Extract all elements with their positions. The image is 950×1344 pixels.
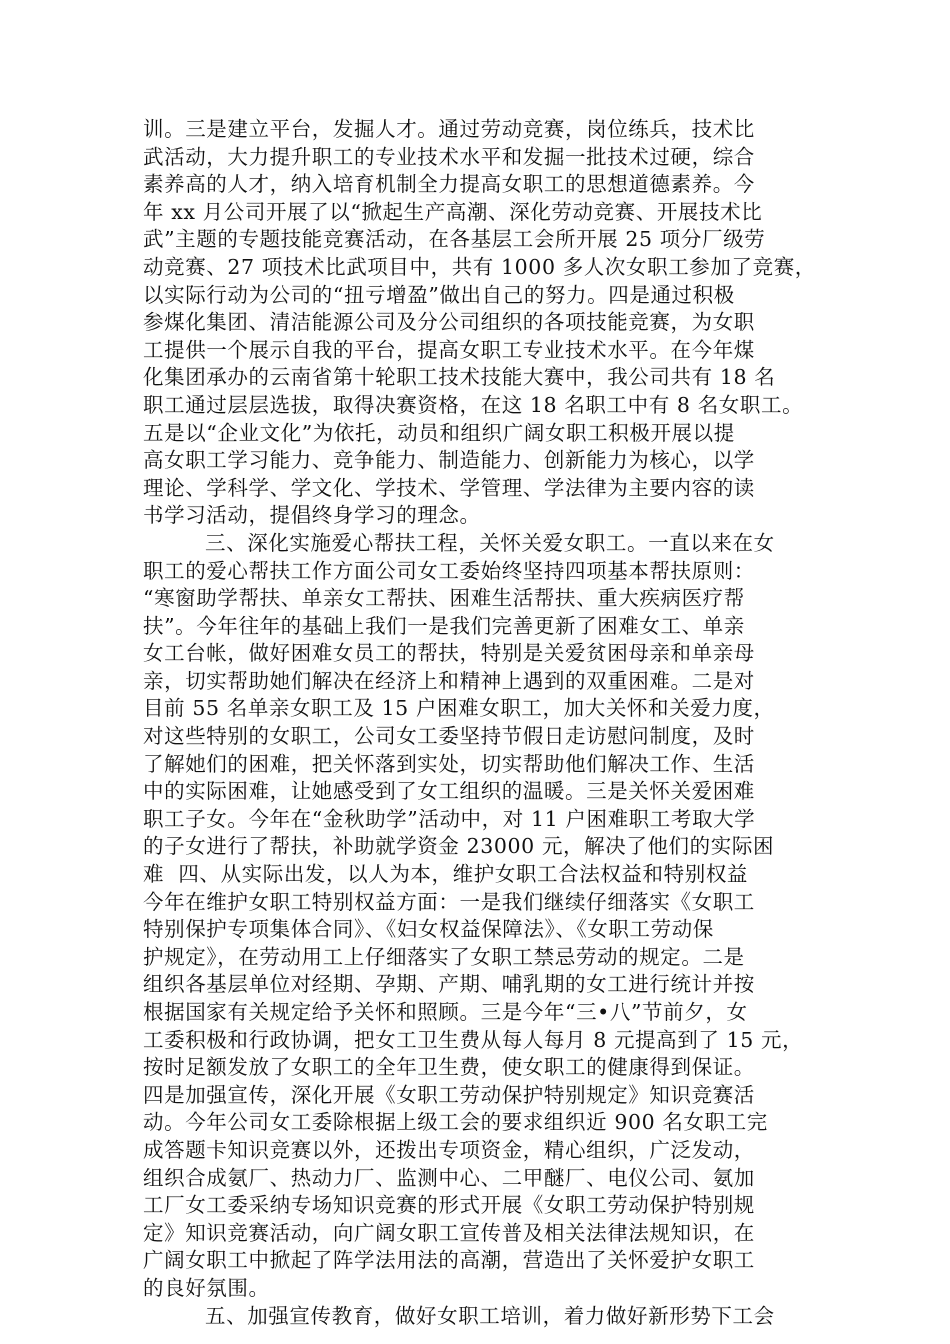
text-line: 女工台帐，做好困难女员工的帮扶，特别是关爱贫困母亲和单亲母 [143,641,755,666]
text-line: 的良好氛围。 [143,1275,270,1300]
text-line: 目前 55 名单亲女职工及 15 户困难女职工，加大关怀和关爱力度， [143,696,775,721]
text-line: 化集团承办的云南省第十轮职工技术技能大赛中，我公司共有 18 名 [143,365,776,390]
text-line: 参煤化集团、清洁能源公司及分公司组织的各项技能竞赛，为女职 [143,310,755,335]
text-line: 理论、学科学、学文化、学技术、学管理、学法律为主要内容的读 [143,475,755,500]
text-line: 根据国家有关规定给予关怀和照顾。三是今年“三•八”节前夕，女 [143,1000,748,1024]
text-line: 动竞赛、27 项技术比武项目中，共有 1000 多人次女职工参加了竞赛， [143,254,816,279]
text-line: 按时足额发放了女职工的全年卫生费，使女职工的健康得到保证。 [143,1055,755,1080]
text-line: 动。今年公司女工委除根据上级工会的要求组织近 900 名女职工完 [143,1110,768,1135]
text-line: 难 四、从实际出发，以人为本，维护女职工合法权益和特别权益 [143,862,749,887]
text-line: 五是以“企业文化”为依托，动员和组织广阔女职工积极开展以提 [143,420,735,445]
text-line: 高女职工学习能力、竞争能力、制造能力、创新能力为核心，以学 [143,448,755,473]
text-line: 武”主题的专题技能竞赛活动，在各基层工会所开展 25 项分厂级劳 [143,227,766,252]
text-line: 职工通过层层选拔，取得决赛资格，在这 18 名职工中有 8 名女职工。 [143,392,804,417]
text-line: 护规定》，在劳动用工上仔细落实了女职工禁忌劳动的规定。二是 [143,944,745,969]
text-line: 扶”。今年往年的基础上我们一是我们完善更新了困难女工、单亲 [143,613,745,638]
text-line: 四是加强宣传，深化开展《女职工劳动保护特别规定》知识竞赛活 [143,1082,755,1107]
text-line: 组织合成氨厂、热动力厂、监测中心、二甲醚厂、电仪公司、氨加 [143,1165,755,1190]
text-line: 了解她们的困难，把关怀落到实处，切实帮助他们解决工作、生活 [143,751,755,776]
text-line: 广阔女职工中掀起了阵学法用法的高潮，营造出了关怀爱护女职工 [143,1248,755,1273]
text-line: 职工的爱心帮扶工作方面公司女工委始终坚持四项基本帮扶原则： [143,558,755,583]
text-line: 中的实际困难，让她感受到了女工组织的温暖。三是关怀关爱困难 [143,779,755,804]
text-line: 成答题卡知识竞赛以外，还拨出专项资金，精心组织，广泛发动， [143,1137,755,1162]
text-line: 定》知识竞赛活动，向广阔女职工宣传普及相关法律法规知识，在 [143,1220,755,1245]
text-line: 素养高的人才，纳入培育机制全力提高女职工的思想道德素养。今 [143,172,755,197]
text-line: 的子女进行了帮扶，补助就学资金 23000 元，解决了他们的实际困 [143,834,775,859]
text-line: 训。三是建立平台，发掘人才。通过劳动竞赛，岗位练兵，技术比 [143,117,755,141]
text-line: 今年在维护女职工特别权益方面：一是我们继续仔细落实《女职工 [143,889,755,914]
text-line: 书学习活动，提倡终身学习的理念。 [143,503,481,528]
text-line: 组织各基层单位对经期、孕期、产期、哺乳期的女工进行统计并按 [143,972,755,997]
text-line: 职工子女。今年在“金秋助学”活动中，对 11 户困难职工考取大学 [143,806,756,831]
text-line: 对这些特别的女职工，公司女工委坚持节假日走访慰问制度，及时 [143,724,755,749]
text-line: 特别保护专项集体合同》、《妇女权益保障法》、《女职工劳动保 [143,917,714,942]
text-line: “寒窗助学帮扶、单亲女工帮扶、困难生活帮扶、重大疾病医疗帮 [143,586,745,611]
text-line: 以实际行动为公司的“扭亏增盈”做出自己的努力。四是通过积极 [143,282,735,307]
text-line: 亲，切实帮助她们解决在经济上和精神上遇到的双重困难。二是对 [143,668,755,693]
text-line: 年 xx 月公司开展了以“掀起生产高潮、深化劳动竞赛、开展技术比 [143,199,763,224]
document-body [143,116,823,1330]
paragraph-heading-3: 三、深化实施爱心帮扶工程，关怀关爱女职工。一直以来在女 [205,530,775,555]
paragraph-heading-5: 五、加强宣传教育，做好女职工培训，着力做好新形势下工会 [205,1303,775,1328]
text-line: 武活动，大力提升职工的专业技术水平和发掘一批技术过硬，综合 [143,144,755,169]
text-line: 工委积极和行政协调，把女工卫生费从每人每月 8 元提高到了 15 元， [143,1027,804,1052]
text-line: 工厂女工委采纳专场知识竞赛的形式开展《女职工劳动保护特别规 [143,1193,755,1218]
text-line: 工提供一个展示自我的平台，提高女职工专业技术水平。在今年煤 [143,337,755,362]
